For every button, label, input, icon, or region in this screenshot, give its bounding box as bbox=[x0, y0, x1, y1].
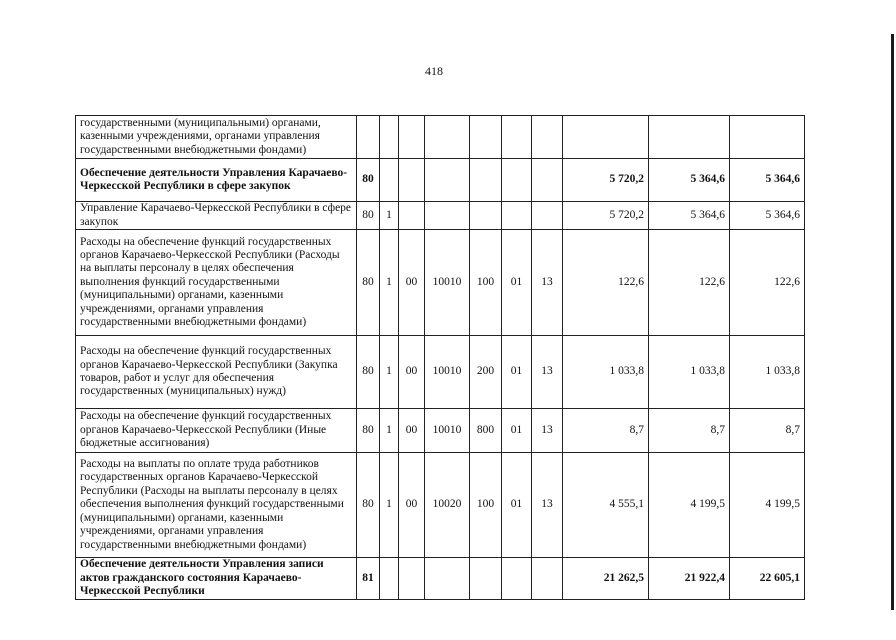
cell-expense-type bbox=[470, 558, 502, 600]
cell-name: Обеспечение деятельности Управления записи актов гражданского состояния Карачаево-Черкесской Республики bbox=[76, 558, 357, 600]
cell-subsection: 00 bbox=[399, 230, 425, 336]
table-row bbox=[76, 230, 805, 336]
cell-amount-year2: 5 364,6 bbox=[649, 159, 730, 202]
cell-name: Обеспечение деятельности Управления Карачаево-Черкесской Республики в сфере закупок bbox=[76, 159, 357, 202]
cell-expense-type bbox=[470, 159, 502, 202]
cell-amount-year2: 21 922,4 bbox=[649, 558, 730, 600]
cell-amount-year1: 21 262,5 bbox=[563, 558, 649, 600]
cell-subsection: 00 bbox=[399, 409, 425, 453]
cell-code: 80 bbox=[357, 159, 380, 202]
cell-name: Расходы на выплаты по оплате труда работников государственных органов Карачаево-Черкесской Республики (Расходы на выплаты персоналу в целях обеспечения выполнения функций государственными (муниципальными) органами, казенными учреждениями, органами управления государственными внебюджетными фондами) bbox=[76, 453, 357, 558]
cell-article bbox=[425, 202, 470, 230]
cell-code bbox=[357, 116, 380, 159]
cell-amount-year2: 122,6 bbox=[649, 230, 730, 336]
cell-code-13 bbox=[532, 116, 563, 159]
cell-code-01: 01 bbox=[502, 230, 532, 336]
cell-code: 81 bbox=[357, 558, 380, 600]
cell-amount-year2: 1 033,8 bbox=[649, 336, 730, 409]
cell-amount-year2: 4 199,5 bbox=[649, 453, 730, 558]
cell-article bbox=[425, 116, 470, 159]
cell-section bbox=[380, 558, 399, 600]
cell-code-01: 01 bbox=[502, 409, 532, 453]
cell-section: 1 bbox=[380, 202, 399, 230]
cell-article: 10010 bbox=[425, 336, 470, 409]
table-row bbox=[76, 409, 805, 453]
cell-amount-year3 bbox=[730, 116, 805, 159]
cell-expense-type: 100 bbox=[470, 453, 502, 558]
cell-subsection bbox=[399, 202, 425, 230]
cell-code: 80 bbox=[357, 336, 380, 409]
budget-table bbox=[75, 115, 805, 600]
cell-name: Управление Карачаево-Черкесской Республики в сфере закупок bbox=[76, 202, 357, 230]
table-row bbox=[76, 336, 805, 409]
cell-amount-year3: 5 364,6 bbox=[730, 159, 805, 202]
cell-amount-year1: 1 033,8 bbox=[563, 336, 649, 409]
table-row bbox=[76, 116, 805, 159]
cell-article: 10010 bbox=[425, 409, 470, 453]
cell-code-01 bbox=[502, 159, 532, 202]
cell-code: 80 bbox=[357, 202, 380, 230]
cell-code-13 bbox=[532, 159, 563, 202]
cell-section bbox=[380, 116, 399, 159]
cell-subsection bbox=[399, 159, 425, 202]
table-row bbox=[76, 159, 805, 202]
cell-amount-year1: 122,6 bbox=[563, 230, 649, 336]
cell-expense-type bbox=[470, 116, 502, 159]
table-row bbox=[76, 558, 805, 600]
table-row bbox=[76, 453, 805, 558]
cell-amount-year3: 122,6 bbox=[730, 230, 805, 336]
cell-article bbox=[425, 159, 470, 202]
cell-code-01: 01 bbox=[502, 453, 532, 558]
cell-name: Расходы на обеспечение функций государственных органов Карачаево-Черкесской Республики (Иные бюджетные ассигнования) bbox=[76, 409, 357, 453]
cell-amount-year3: 1 033,8 bbox=[730, 336, 805, 409]
cell-amount-year3: 4 199,5 bbox=[730, 453, 805, 558]
cell-expense-type: 200 bbox=[470, 336, 502, 409]
cell-code-01 bbox=[502, 116, 532, 159]
cell-subsection: 00 bbox=[399, 336, 425, 409]
cell-expense-type bbox=[470, 202, 502, 230]
page-edge-mark bbox=[891, 34, 894, 610]
cell-amount-year3: 5 364,6 bbox=[730, 202, 805, 230]
cell-expense-type: 800 bbox=[470, 409, 502, 453]
cell-amount-year2 bbox=[649, 116, 730, 159]
cell-name: Расходы на обеспечение функций государственных органов Карачаево-Черкесской Республики (Расходы на выплаты персоналу в целях обеспечения выполнения функций государственными (муниципальными) органами, казенными учреждениями, органами управления государственными внебюджетными фондами) bbox=[76, 230, 357, 336]
cell-name: государственными (муниципальными) органами, казенными учреждениями, органами управления государственными внебюджетными фондами) bbox=[76, 116, 357, 159]
cell-code-13 bbox=[532, 202, 563, 230]
cell-amount-year1: 5 720,2 bbox=[563, 202, 649, 230]
cell-section: 1 bbox=[380, 453, 399, 558]
cell-code: 80 bbox=[357, 409, 380, 453]
cell-amount-year1: 4 555,1 bbox=[563, 453, 649, 558]
cell-subsection: 00 bbox=[399, 453, 425, 558]
cell-amount-year1: 8,7 bbox=[563, 409, 649, 453]
cell-subsection bbox=[399, 116, 425, 159]
cell-amount-year1: 5 720,2 bbox=[563, 159, 649, 202]
cell-amount-year2: 8,7 bbox=[649, 409, 730, 453]
cell-code-13: 13 bbox=[532, 453, 563, 558]
cell-amount-year3: 22 605,1 bbox=[730, 558, 805, 600]
cell-article: 10010 bbox=[425, 230, 470, 336]
cell-name: Расходы на обеспечение функций государственных органов Карачаево-Черкесской Республики (Закупка товаров, работ и услуг для обеспечения государственных (муниципальных) нужд) bbox=[76, 336, 357, 409]
cell-amount-year3: 8,7 bbox=[730, 409, 805, 453]
cell-code-13: 13 bbox=[532, 409, 563, 453]
cell-code-13 bbox=[532, 558, 563, 600]
cell-article: 10020 bbox=[425, 453, 470, 558]
cell-section bbox=[380, 159, 399, 202]
cell-code-13: 13 bbox=[532, 336, 563, 409]
page-number: 418 bbox=[425, 64, 443, 78]
cell-section: 1 bbox=[380, 230, 399, 336]
cell-code: 80 bbox=[357, 230, 380, 336]
cell-code: 80 bbox=[357, 453, 380, 558]
cell-section: 1 bbox=[380, 409, 399, 453]
cell-subsection bbox=[399, 558, 425, 600]
table-row bbox=[76, 202, 805, 230]
cell-article bbox=[425, 558, 470, 600]
cell-code-01 bbox=[502, 558, 532, 600]
cell-code-01 bbox=[502, 202, 532, 230]
cell-section: 1 bbox=[380, 336, 399, 409]
cell-code-13: 13 bbox=[532, 230, 563, 336]
cell-code-01: 01 bbox=[502, 336, 532, 409]
cell-amount-year1 bbox=[563, 116, 649, 159]
cell-expense-type: 100 bbox=[470, 230, 502, 336]
cell-amount-year2: 5 364,6 bbox=[649, 202, 730, 230]
